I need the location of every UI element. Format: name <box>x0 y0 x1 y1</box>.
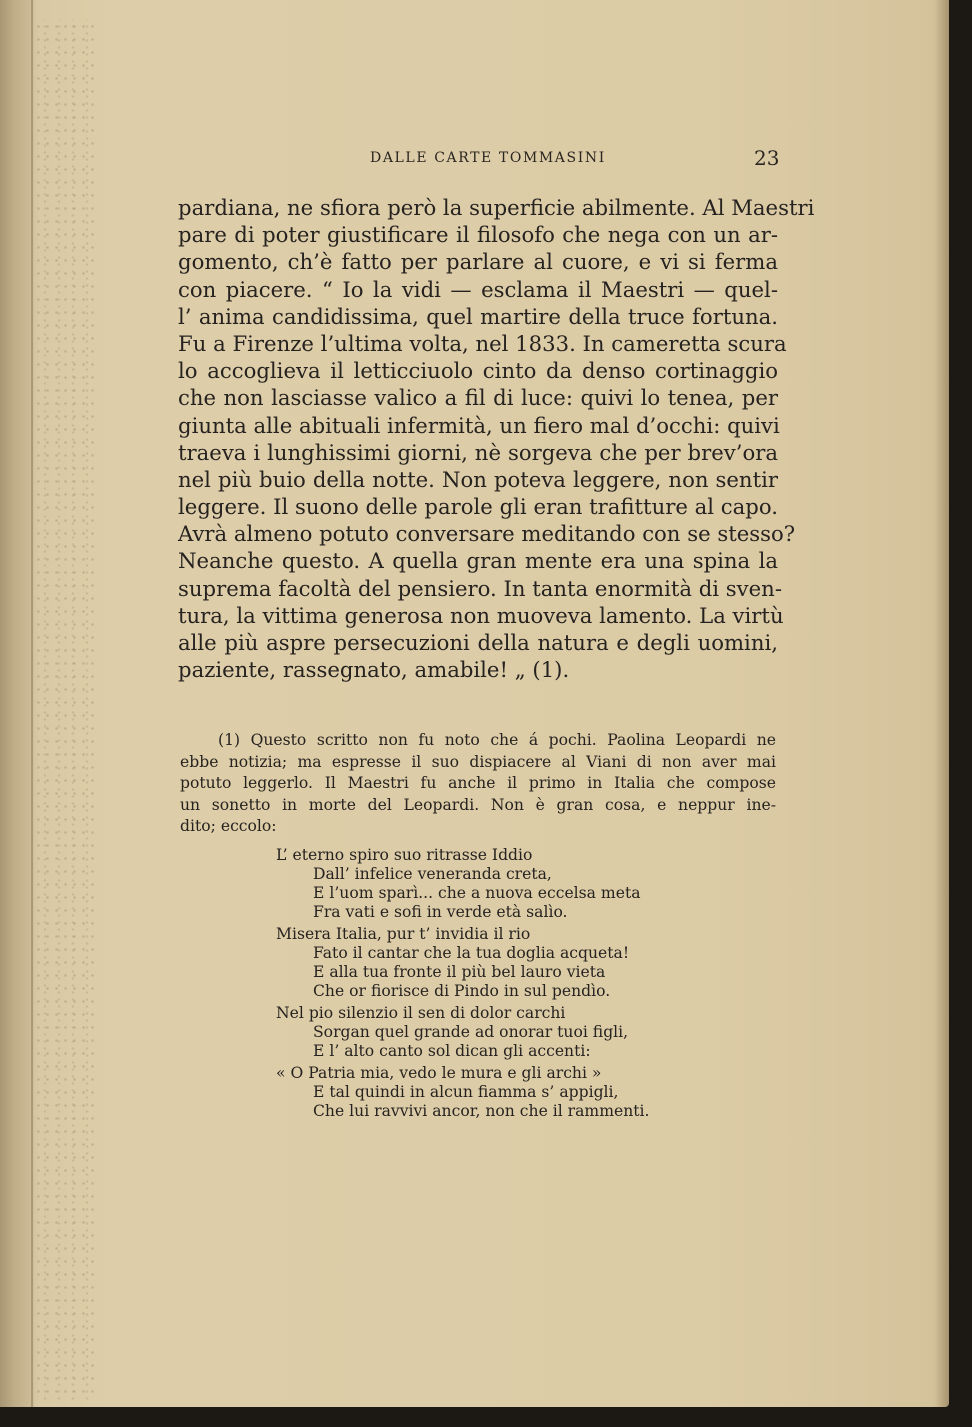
text-line: pardiana, ne sfiora però la superficie abilmente. Al Maestri <box>178 195 815 220</box>
text-line: nel più buio della notte. Non poteva leggere, non sentir <box>178 466 778 492</box>
verse-line: E alla tua fronte il più bel lauro vieta <box>313 963 606 981</box>
paper-foxing <box>34 20 94 1400</box>
page-header <box>0 146 949 172</box>
text-line: l’ anima candidissima, quel martire della truce fortuna. <box>178 303 778 329</box>
verse-line: L’ eterno spiro suo ritrasse Iddio <box>276 846 533 864</box>
text-line: alle più aspre persecuzioni della natura e degli uomini, <box>178 630 778 655</box>
verse-line: Misera Italia, pur t’ invidia il rio <box>276 925 531 943</box>
stanza <box>276 1004 696 1061</box>
text-line: Fu a Firenze l’ultima volta, nel 1833. In cameretta scura <box>178 330 787 356</box>
text-line: Avrà almeno potuto conversare meditando con se stesso? <box>178 521 796 547</box>
footnote-line: un sonetto in morte del Leopardi. Non è gran cosa, e neppur ine- <box>180 795 776 814</box>
verse-line: Sorgan quel grande ad onorar tuoi figli, <box>313 1023 629 1041</box>
text-line: Neanche questo. A quella gran mente era una spina la <box>178 548 778 574</box>
footnote-line: dito; eccolo: <box>180 817 277 836</box>
verse-line: Che lui ravvivi ancor, non che il rammenti. <box>313 1102 650 1120</box>
verse-line: Nel pio silenzio il sen di dolor carchi <box>276 1004 566 1022</box>
stanza <box>276 925 696 1001</box>
text-line: che non lasciasse valico a fil di luce: quivi lo tenea, per <box>178 385 778 411</box>
stanza <box>276 1064 696 1121</box>
verse-line: E l’ alto canto sol dican gli accenti: <box>313 1042 591 1060</box>
text-line: lo accoglieva il letticciuolo cinto da denso cortinaggio <box>178 358 778 384</box>
page-number: 23 <box>754 146 780 170</box>
verse-line: « O Patria mia, vedo le mura e gli archi » <box>276 1064 602 1082</box>
text-line: pare di poter giustificare il filosofo che nega con un ar- <box>178 222 778 248</box>
verse-line: E tal quindi in alcun fiamma s’ appigli, <box>313 1083 619 1101</box>
stanza <box>276 846 696 922</box>
main-text <box>178 194 815 683</box>
sonnet <box>276 846 696 1124</box>
footnote-line: (1) Questo scritto non fu noto che á pochi. Paolina Leopardi ne <box>218 731 776 749</box>
verse-line: Dall’ infelice veneranda creta, <box>313 865 552 883</box>
running-title: DALLE CARTE TOMMASINI <box>370 150 606 166</box>
footnote <box>180 730 776 838</box>
page-edge <box>935 0 949 1407</box>
text-line: giunta alle abituali infermità, un fiero mal d’occhi: quivi <box>178 412 780 438</box>
text-line: traeva i lunghissimi giorni, nè sorgeva che per brev’ora <box>178 439 778 465</box>
text-line: con piacere. “ Io la vidi — esclama il Maestri — quel- <box>178 276 778 302</box>
footnote-line: potuto leggerlo. Il Maestri fu anche il primo in Italia che compose <box>180 774 776 793</box>
text-line: paziente, rassegnato, amabile! „ (1). <box>178 657 570 683</box>
footnote-line: ebbe notizia; ma espresse il suo dispiacere al Viani di non aver mai <box>180 752 776 771</box>
text-line: tura, la vittima generosa non muoveva lamento. La virtù <box>178 602 784 628</box>
verse-line: Fra vati e sofi in verde età salìo. <box>313 903 568 921</box>
page-gutter <box>0 0 34 1407</box>
text-line: leggere. Il suono delle parole gli eran trafitture al capo. <box>178 494 778 520</box>
text-line: gomento, ch’è fatto per parlare al cuore, e vi si ferma <box>178 249 778 275</box>
text-line: suprema facoltà del pensiero. In tanta enormità di sven- <box>178 575 782 601</box>
verse-line: Che or fiorisce di Pindo in sul pendìo. <box>313 982 611 1000</box>
verse-line: Fato il cantar che la tua doglia acqueta! <box>313 944 630 962</box>
binding-line <box>31 0 33 1407</box>
verse-line: E l’uom sparì... che a nuova eccelsa meta <box>313 884 641 902</box>
